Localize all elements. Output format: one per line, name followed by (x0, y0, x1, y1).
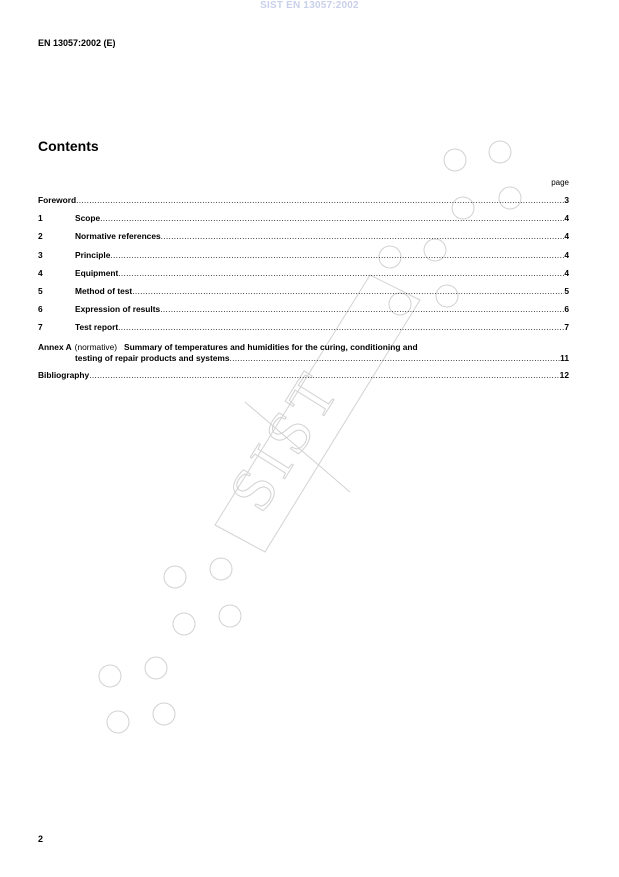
toc-entry-title: Foreword (38, 195, 77, 205)
dot-leader (100, 213, 564, 223)
dot-leader (110, 250, 564, 260)
toc-entry-scope[interactable] (38, 213, 569, 231)
toc-entry-bibliography[interactable] (38, 370, 569, 388)
toc-entry-title: Principle (75, 249, 111, 260)
stamp-text: SIST (216, 357, 355, 523)
stamp-circle (444, 149, 466, 171)
toc-entry-page: 4 (564, 231, 569, 242)
stamp-line (245, 402, 350, 492)
stamp-circle (99, 665, 121, 687)
top-watermark: SIST EN 13057:2002 (260, 0, 359, 11)
toc-entry-principle[interactable] (38, 250, 569, 268)
toc-entry-annex-a[interactable] (38, 342, 569, 370)
stamp-circle (153, 703, 175, 725)
dot-leader (89, 370, 559, 380)
toc-entry-title: Normative references (75, 231, 161, 242)
table-of-contents (38, 195, 569, 388)
annex-title-line2: testing of repair products and systems (75, 352, 230, 363)
stamp-circle (219, 605, 241, 627)
toc-entry-number: 1 (38, 213, 43, 224)
toc-entry-expression-of-results[interactable] (38, 304, 569, 322)
page-column-label: page (551, 178, 569, 187)
annex-type: (normative) (74, 341, 118, 352)
toc-entry-title: Method of test (75, 285, 133, 296)
stamp-circle (164, 566, 186, 588)
toc-entry-number: 5 (38, 285, 43, 296)
toc-entry-title: Scope (75, 213, 101, 224)
stamp-circle (210, 558, 232, 580)
page-title: Contents (38, 138, 99, 154)
toc-entry-title: Bibliography (38, 369, 90, 380)
toc-entry-page: 7 (564, 322, 569, 333)
toc-entry-foreword[interactable] (38, 195, 569, 213)
dot-leader (132, 286, 564, 296)
annex-label: Annex A (38, 341, 72, 352)
stamp-circle (145, 657, 167, 679)
toc-entry-number: 3 (38, 249, 43, 260)
dot-leader (160, 304, 564, 314)
annex-title-line1: Summary of temperatures and humidities for the curing, conditioning and (124, 341, 418, 352)
toc-entry-page: 4 (564, 267, 569, 278)
page-number: 2 (38, 834, 44, 844)
dot-leader (118, 268, 564, 278)
toc-entry-title: Equipment (75, 267, 119, 278)
stamp-circle (173, 613, 195, 635)
toc-entry-page: 3 (564, 195, 569, 205)
dot-leader (230, 353, 561, 363)
toc-entry-title: Expression of results (75, 304, 161, 315)
toc-entry-normative-references[interactable] (38, 231, 569, 249)
toc-entry-number: 4 (38, 267, 43, 278)
stamp-circle (107, 711, 129, 733)
toc-entry-number: 6 (38, 304, 43, 315)
toc-entry-test-report[interactable] (38, 322, 569, 340)
toc-entry-equipment[interactable] (38, 268, 569, 286)
toc-entry-title: Test report (75, 322, 119, 333)
toc-entry-page: 4 (564, 249, 569, 260)
document-header: EN 13057:2002 (E) (38, 38, 116, 48)
toc-entry-page: 11 (560, 352, 569, 363)
dot-leader (76, 195, 564, 205)
dot-leader (161, 231, 565, 241)
toc-entry-page: 4 (564, 213, 569, 224)
toc-entry-page: 12 (559, 369, 569, 380)
toc-entry-page: 6 (564, 304, 569, 315)
toc-entry-number: 2 (38, 231, 43, 242)
toc-entry-page: 5 (564, 285, 569, 296)
toc-entry-method-of-test[interactable] (38, 286, 569, 304)
dot-leader (118, 322, 564, 332)
stamp-circle (489, 141, 511, 163)
toc-entry-number: 7 (38, 322, 43, 333)
